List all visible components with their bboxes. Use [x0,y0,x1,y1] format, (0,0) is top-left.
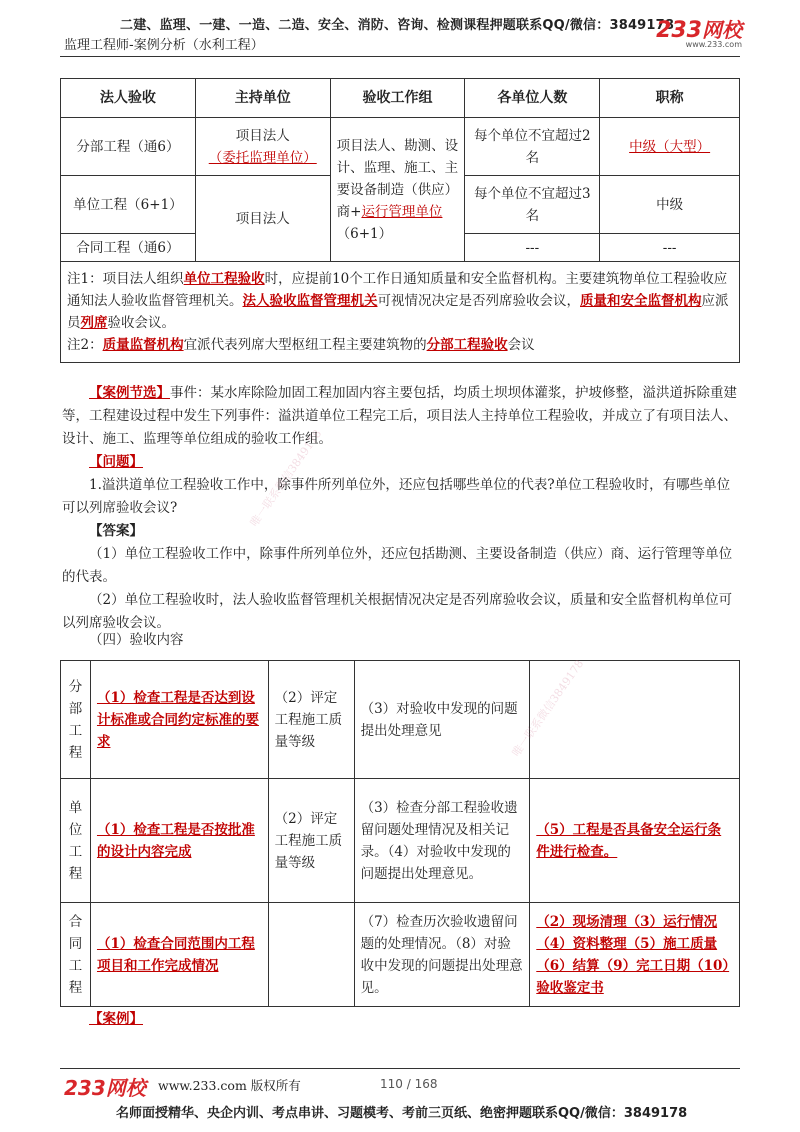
footer-copyright: www.233.com 版权所有 [158,1078,301,1093]
answer-2: （2）单位工程验收时，法人验收监督管理机关根据情况决定是否列席验收会议，质量和安全监督机构单位可以列席验收会议。 [62,592,733,631]
logo-number: 233 [656,18,702,43]
table-cell: （2）评定工程施工质量等级 [268,661,354,779]
question-text: 1.溢洪道单位工程验收工作中，除事件所列单位外，还应包括哪些单位的代表?单位工程验收时，有哪些单位可以列席验收会议? [62,477,731,516]
highlight-text: （1）检查合同范围内工程项目和工作完成情况 [96,935,255,974]
page-number: 110 / 168 [380,1077,438,1091]
table-cell [530,903,740,1007]
table-header-cell: 职称 [600,79,740,118]
table-cell: 每个单位不宜超过2名 [465,118,600,176]
highlight-text: （1）检查工程是否达到设计标准或合同约定标准的要求 [96,689,259,750]
highlight-text: 运行管理单位 [361,203,443,220]
table-header-cell: 主持单位 [195,79,330,118]
note-text: 注2： [67,337,103,353]
table-header-row [61,79,740,118]
table-cell [90,661,268,779]
answer-1: （1）单位工程验收工作中，除事件所列单位外，还应包括勘测、主要设备制造（供应）商、运行管理等单位的代表。 [62,546,733,585]
row-heading: 分部工程 [61,661,91,779]
highlight-text: 分部工程验收 [426,337,508,353]
table-cell [90,903,268,1007]
watermark: 唯一联系微信3849178 [247,427,325,530]
footer-logo: 233网校 [64,1076,146,1100]
highlight-text: 中级（大型） [629,138,711,155]
question-label [62,451,738,474]
table-cell [330,118,465,262]
table-cell: 分部工程（通6） [61,118,196,176]
table-cell: 合同工程（通6） [61,234,196,262]
highlight-text: 质量监督机构 [102,337,184,353]
answer-label: 【答案】 [89,523,143,539]
table-row [61,779,740,903]
table-cell [90,779,268,903]
case-text: 事件：某水库除险加固工程加固内容主要包括，均质土坝坝体灌浆，护坡修整，溢洪道拆除重建等，工程建设过程中发生下列事件：溢洪道单位工程完工后，项目法人主持单位工程验收，并成立了有项目法人、设计、施工、监理等单位组成的验收工作组。 [62,385,737,447]
table-row [61,903,740,1007]
acceptance-content-table [60,660,740,1007]
table-row [61,661,740,779]
note-text: 注1：项目法人组织 [67,271,184,287]
note-text: 应派员 [67,293,729,331]
logo-text: 网校 [702,18,742,42]
cell-text: 项目法人 [235,127,290,144]
table-cell: （2）评定工程施工质量等级 [268,779,354,903]
highlight-text: （1）检查工程是否按批准的设计内容完成 [96,821,255,860]
cell-text: 项目法人、勘测、设计、监理、施工、主要设备制造（供应）商+ [336,137,459,220]
table-cell: --- [465,234,600,262]
header-divider [60,56,740,57]
note-text: 验收会议。 [107,315,175,331]
highlight-text: 单位工程验收 [183,271,265,287]
table-row [61,118,740,176]
highlight-text: 法人验收监督管理机关 [242,293,378,309]
note-text: 会议 [507,337,535,353]
highlight-text: （2）现场清理（3）运行情况（4）资料整理（5）施工质量（6）结算（9）完工日期（10）验收鉴定书 [536,913,730,996]
table-cell [195,118,330,176]
case-excerpt [62,382,738,451]
header-contact-line: 二建、监理、一建、一造、二造、安全、消防、咨询、检测课程押题联系QQ/微信：3849178 [120,18,675,33]
section-heading: （四）验收内容 [89,632,184,648]
table-cell: （7）检查历次验收遗留问题的处理情况。（8）对验收中发现的问题提出处理意见。 [354,903,530,1007]
table-cell: 项目法人 [195,176,330,262]
case-label: 【案例节选】 [89,385,170,401]
footer-divider [60,1068,740,1069]
footer-contact-line: 名师面授精华、央企内训、考点串讲、习题模考、考前三页纸、绝密押题联系QQ/微信：3849178 [116,1106,688,1121]
watermark: 唯一联系微信3849178 [509,657,587,760]
highlight-text: 列席 [80,315,108,331]
logo-url: www.233.com [685,40,742,49]
row-heading: 单位工程 [61,779,91,903]
table-cell: --- [600,234,740,262]
acceptance-table [60,78,740,363]
table-cell: （3）对验收中发现的问题提出处理意见 [354,661,530,779]
document-subtitle: 监理工程师-案例分析（水利工程） [64,38,264,53]
brand-logo [656,14,742,49]
case-heading: 【案例】 [89,1011,143,1027]
table-notes-row [61,262,740,363]
table-header-cell: 验收工作组 [330,79,465,118]
table-header-cell: 法人验收 [61,79,196,118]
table-cell [530,779,740,903]
highlight-text: （委托监理单位） [208,149,317,166]
cell-text: （6+1） [336,225,393,242]
highlight-text: （5）工程是否具备安全运行条件进行检查。 [536,821,722,860]
row-heading: 合同工程 [61,903,91,1007]
table-header-cell: 各单位人数 [465,79,600,118]
case-label-bottom [62,1008,738,1031]
table-cell: 单位工程（6+1） [61,176,196,234]
table-cell [600,118,740,176]
table-notes [61,262,740,363]
note-text: 宜派代表列席大型枢纽工程主要建筑物的 [183,337,427,353]
table-cell: （3）检查分部工程验收遗留问题处理情况及相关记录。（4）对验收中发现的问题提出处理意见。 [354,779,530,903]
table-cell [268,903,354,1007]
table-cell: 中级 [600,176,740,234]
table-cell: 每个单位不宜超过3名 [465,176,600,234]
note-text: 时，应提前10个工作日通知质量和安全监督机构。主要建筑物单位工程验收应通知法人验收监督管理机关。 [67,271,728,309]
highlight-text: 质量和安全监督机构 [580,293,702,309]
note-text: 可视情况决定是否列席验收会议， [377,293,580,309]
question-heading: 【问题】 [89,454,143,470]
